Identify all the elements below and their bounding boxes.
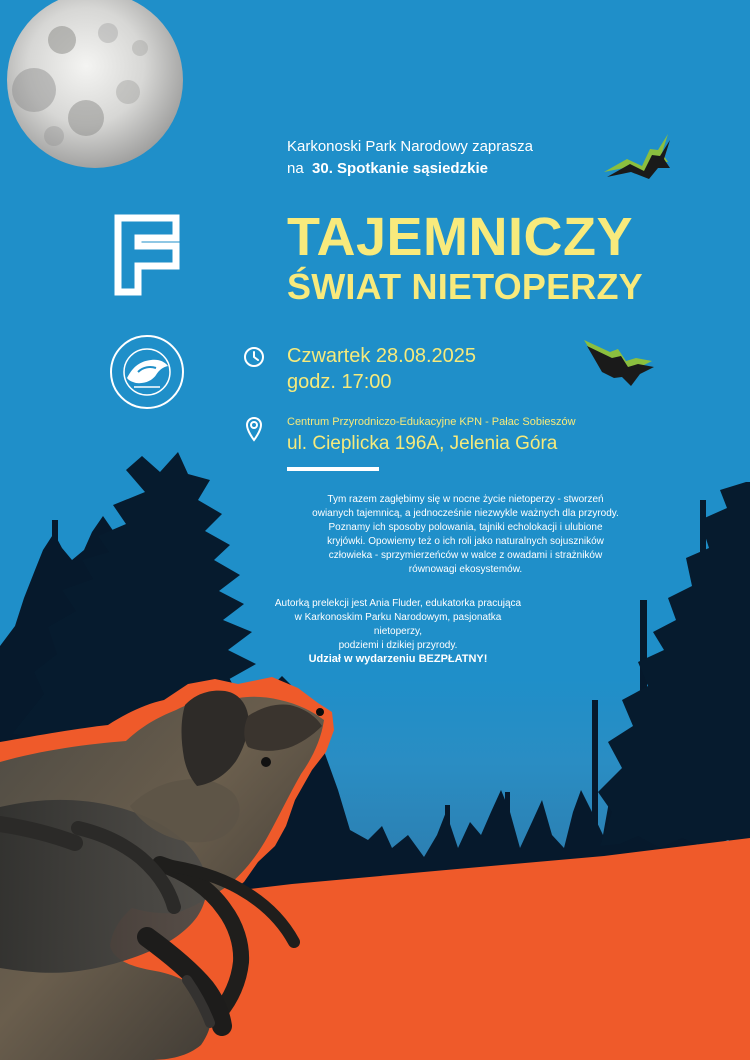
free-entry: Udział w wydarzeniu BEZPŁATNY! [308,653,488,665]
section-divider [287,467,379,471]
clock-icon [243,346,265,368]
event-title [287,208,643,308]
author-line: w Karkonoskim Parku Narodowym, pasjonatka nietoperzy, [294,612,502,637]
venue-name: Centrum Przyrodniczo-Edukacyjne KPN - Pałac Sobieszów [287,416,576,428]
karkonoski-park-seal [107,332,187,412]
author-line: podziemi i dzikiej przyrody. [338,640,458,651]
logo-f-mark [114,214,180,296]
description-line: owianych tajemnicą, a jednocześnie niezwykle ważnych dla przyrody. [312,508,619,519]
intro-line-2-prefix: na [287,160,304,177]
intro-text [287,136,533,180]
description-line: równowagi ekosystemów. [408,564,523,575]
description-line: Tym razem zagłębimy się w nocne życie nietoperzy - stworzeń [327,494,604,505]
author-info [272,597,524,653]
description [272,493,659,577]
author-line: Autorką prelekcji jest Ania Fluder, edukatorka pracująca [274,598,522,609]
intro-line-1: Karkonoski Park Narodowy zaprasza [287,138,533,155]
venue-address: ul. Cieplicka 196A, Jelenia Góra [287,433,558,454]
location-pin-icon [245,416,263,442]
description-line: człowieka - sprzymierzeńców w walce z owadami i strażników [328,550,603,561]
moon-icon [7,0,183,168]
description-line: kryjówki. Opowiemy też o ich roli jako naturalnych sojuszników [327,536,604,547]
title-line-1: TAJEMNICZY [287,207,634,267]
meeting-name: 30. Spotkanie sąsiedzkie [312,160,488,177]
bat-icon [604,134,670,179]
event-datetime [287,343,476,395]
description-line: Poznamy ich sposoby polowania, tajniki echolokacji i ulubione [328,522,603,533]
event-date: Czwartek 28.08.2025 [287,345,477,367]
bat-icon [584,340,654,386]
intro-line-2 [287,158,533,180]
title-line-2: ŚWIAT NIETOPERZY [287,266,643,307]
event-time: godz. 17:00 [287,371,392,393]
event-place [287,414,576,458]
